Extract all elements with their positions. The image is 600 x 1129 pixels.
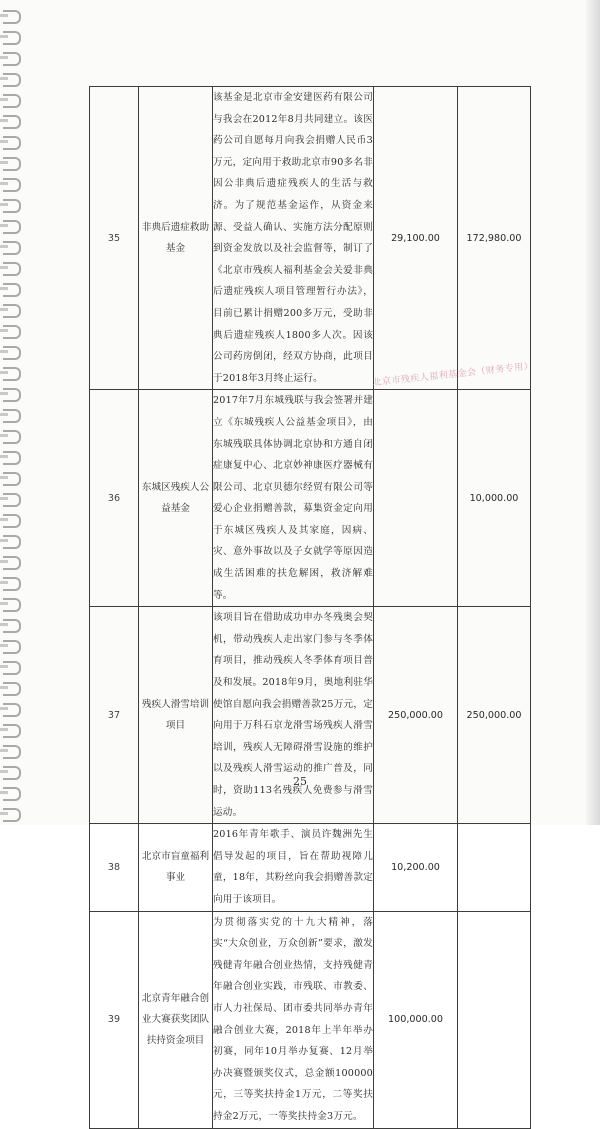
row-number: 38 [90, 824, 139, 911]
binder-ring [3, 535, 21, 549]
project-name: 北京市盲童福利事业 [139, 824, 213, 911]
project-name: 东城区残疾人公益基金 [139, 390, 213, 607]
binder-hole [0, 476, 8, 479]
binder-hole [0, 203, 8, 206]
binder-hole [0, 14, 8, 17]
binder-hole [0, 812, 8, 815]
binder-ring [3, 304, 21, 318]
binder-ring [3, 199, 21, 213]
binder-ring [3, 10, 21, 24]
binder-hole [0, 98, 8, 101]
row-number: 37 [90, 607, 139, 824]
binder-ring [3, 115, 21, 129]
binder-hole [0, 413, 8, 416]
binder-hole [0, 749, 8, 752]
binder-hole [0, 350, 8, 353]
amount-current: 100,000.00 [374, 911, 458, 1128]
binder-hole [0, 392, 8, 395]
table-row [90, 911, 531, 1128]
binder-hole [0, 728, 8, 731]
binder-hole [0, 770, 8, 773]
watermark-stamp: 北京市残疾人福利基金会（财务专用） [372, 361, 534, 389]
binder-ring [3, 157, 21, 171]
binder-hole [0, 602, 8, 605]
binder-ring [3, 556, 21, 570]
binder-hole [0, 140, 8, 143]
binder-edge [0, 0, 22, 825]
table-row [90, 607, 531, 824]
page-edge-shadow [586, 0, 600, 825]
binder-hole [0, 644, 8, 647]
binder-ring [3, 262, 21, 276]
binder-ring [3, 52, 21, 66]
amount-previous [458, 824, 531, 911]
binder-hole [0, 308, 8, 311]
amount-previous: 250,000.00 [458, 607, 531, 824]
binder-hole [0, 56, 8, 59]
binder-ring [3, 283, 21, 297]
amount-current: 250,000.00 [374, 607, 458, 824]
binder-ring [3, 640, 21, 654]
table-row [90, 824, 531, 911]
binder-hole [0, 686, 8, 689]
binder-ring [3, 577, 21, 591]
binder-ring [3, 31, 21, 45]
binder-ring [3, 220, 21, 234]
binder-ring [3, 73, 21, 87]
binder-hole [0, 77, 8, 80]
binder-ring [3, 472, 21, 486]
amount-previous: 10,000.00 [458, 390, 531, 607]
binder-hole [0, 119, 8, 122]
binder-hole [0, 560, 8, 563]
binder-ring [3, 724, 21, 738]
project-description: 该基金是北京市金安建医药有限公司与我会在2012年8月共同建立。该医药公司自愿每月向我会捐赠人民币3万元，定向用于救助北京市90多名非因公非典后遗症残疾人的生活与救济。为了规范基金运作，从资金来源、受益人确认、实施方法分配原则到资金发放以及社会监督等，制订了《北京市残疾人福利基金会关爱非典后遗症残疾人项目管理暂行办法》，目前已累计捐赠200多万元，受助非典后遗症残疾人1800多人次。因该公司药房倒闭，经双方协商，此项目于2018年3月终止运行。 [213, 87, 374, 390]
binder-hole [0, 455, 8, 458]
row-number: 39 [90, 911, 139, 1128]
project-name: 非典后遗症救助基金 [139, 87, 213, 390]
binder-ring [3, 346, 21, 360]
binder-hole [0, 581, 8, 584]
binder-ring [3, 493, 21, 507]
project-description: 2016年青年歌手、演员许魏洲先生倡导发起的项目，旨在帮助视障儿童，18年，其粉丝向我会捐赠善款定向用于该项目。 [213, 824, 374, 911]
binder-ring [3, 661, 21, 675]
binder-hole [0, 497, 8, 500]
binder-ring [3, 325, 21, 339]
project-description: 2017年7月东城残联与我会签署并建立《东城残疾人公益基金项目》，由东城残联具体协调北京协和方通自闭症康复中心、北京妙神康医疗器械有限公司、北京贝德尔经贸有限公司等爱心企业捐赠善款，募集资金定向用于东城区残疾人及其家庭，因病、灾、意外事故以及子女就学等原因造成生活困难的扶危解困，救济解难等。 [213, 390, 374, 607]
table-row [90, 390, 531, 607]
binder-hole [0, 266, 8, 269]
amount-previous [458, 911, 531, 1128]
binder-ring [3, 451, 21, 465]
project-description: 为贯彻落实党的十九大精神，落实“大众创业，万众创新”要求，激发残健青年融合创业热情，支持残健青年融合创业实践，市残联、市教委、市人力社保局、团市委共同举办青年融合创业大赛，2018年上半年举办初赛，同年10月举办复赛、12月举办决赛暨颁奖仪式，总金额100000元，三等奖扶持金1万元，二等奖扶持金2万元，一等奖扶持金3万元。 [213, 911, 374, 1128]
binder-hole [0, 224, 8, 227]
binder-hole [0, 707, 8, 710]
row-number: 36 [90, 390, 139, 607]
binder-hole [0, 245, 8, 248]
amount-previous: 172,980.00 [458, 87, 531, 390]
binder-ring [3, 514, 21, 528]
binder-hole [0, 35, 8, 38]
project-table [89, 86, 531, 1129]
binder-ring [3, 808, 21, 822]
project-name: 北京青年融合创业大赛获奖团队扶持资金项目 [139, 911, 213, 1128]
amount-current: 29,100.00 [374, 87, 458, 390]
amount-current: 10,200.00 [374, 824, 458, 911]
project-description: 该项目旨在借助成功申办冬残奥会契机，带动残疾人走出家门参与冬季体育项目，推动残疾人冬季体育项目普及和发展。2018年9月，奥地利驻华使馆自愿向我会捐赠善款25万元，定向用于万科石京龙滑雪场残疾人滑雪培训，残疾人无障碍滑雪设施的维护以及残疾人滑雪运动的推广普及，同时，资助113名残疾人免费参与滑雪运动。 [213, 607, 374, 824]
binder-ring [3, 409, 21, 423]
binder-ring [3, 787, 21, 801]
binder-hole [0, 434, 8, 437]
binder-hole [0, 539, 8, 542]
binder-ring [3, 703, 21, 717]
binder-ring [3, 619, 21, 633]
binder-ring [3, 241, 21, 255]
binder-ring [3, 745, 21, 759]
binder-ring [3, 136, 21, 150]
binder-ring [3, 178, 21, 192]
table-row [90, 87, 531, 390]
binder-hole [0, 623, 8, 626]
binder-hole [0, 518, 8, 521]
binder-hole [0, 287, 8, 290]
binder-ring [3, 367, 21, 381]
binder-ring [3, 94, 21, 108]
project-name: 残疾人滑雪培训项目 [139, 607, 213, 824]
binder-hole [0, 791, 8, 794]
binder-hole [0, 371, 8, 374]
binder-ring [3, 388, 21, 402]
binder-ring [3, 430, 21, 444]
binder-ring [3, 682, 21, 696]
amount-current [374, 390, 458, 607]
binder-ring [3, 598, 21, 612]
binder-hole [0, 182, 8, 185]
row-number: 35 [90, 87, 139, 390]
binder-hole [0, 665, 8, 668]
page-number: 25 [293, 775, 307, 788]
binder-hole [0, 161, 8, 164]
binder-hole [0, 329, 8, 332]
